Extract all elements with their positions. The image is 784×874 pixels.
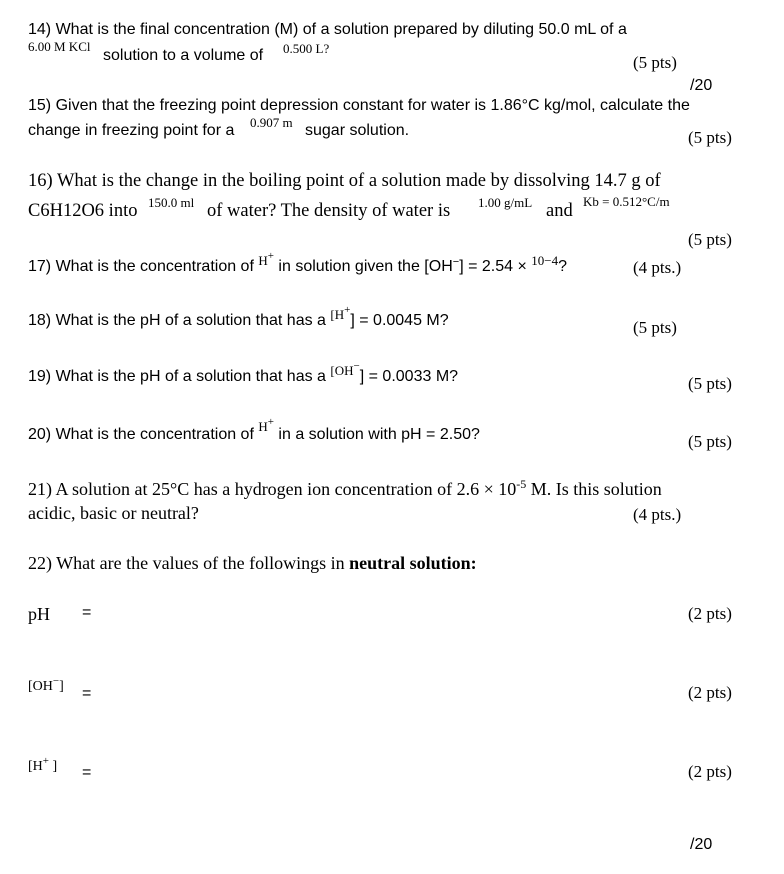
answer-label-h: [H+ ]: [28, 755, 58, 774]
q14-volume: 0.500 L?: [283, 41, 330, 56]
q17-exponent: 10−4: [531, 253, 559, 268]
q20-line: 20) What is the concentration of $^{H^+}$ in a solution with pH = 2.50?: [28, 416, 480, 443]
q18-ion: [H+: [330, 304, 351, 322]
q16-formula: C6H12O6 into: [28, 201, 138, 221]
q16-line1: 16) What is the change in the boiling point of a solution made by dissolving 14.7 g of: [28, 171, 661, 191]
q14-line2: solution to a volume of: [103, 47, 264, 64]
answer-label-ph: pH: [28, 604, 50, 624]
q15-molality: 0.907 m: [250, 115, 293, 130]
q14-line1: 14) What is the final concentration (M) of a solution prepared by diluting 50.0 mL of a: [28, 21, 627, 38]
q17-line: 17) What is the concentration of $^{H^+}$ in solution given the [OH−] = 2.54 × $^{10-4}$?: [28, 250, 567, 275]
section2-total: /20: [690, 836, 713, 853]
q15-points: (5 pts): [688, 128, 732, 147]
q21-points: (4 pts.): [633, 505, 682, 524]
q22-bold: neutral solution:: [349, 553, 477, 573]
q17-oh-charge: −: [452, 256, 460, 268]
q19-ion: [OH−: [330, 360, 360, 378]
q15-line2b: sugar solution.: [305, 122, 410, 139]
q20-points: (5 pts): [688, 432, 732, 451]
answer-equals-ph: =: [82, 604, 92, 621]
q21-line1: 21) A solution at 25°C has a hydrogen ion concentration of $2.6 \times 10^{-5}$ M. Is this solution: [28, 477, 662, 499]
q19-line: 19) What is the pH of a solution that has a $^{[OH^-}$] = 0.0033 M?: [28, 360, 459, 385]
answer-label-oh: [OH−]: [28, 675, 64, 694]
answer-equals-oh: =: [82, 685, 92, 702]
q20-ion: H+: [258, 416, 274, 434]
q17-ion: H+: [258, 250, 274, 268]
q16-kb: Kb = 0.512°C/m: [583, 194, 670, 209]
q21-exponent: -5: [516, 477, 527, 491]
answer-points-h: (2 pts): [688, 762, 732, 781]
q14-points: (5 pts): [633, 53, 677, 72]
q22-line: 22) What are the values of the followings in neutral solution:: [28, 553, 477, 573]
q16-and: and: [546, 201, 573, 221]
answer-points-ph: (2 pts): [688, 604, 732, 623]
q18-points: (5 pts): [633, 318, 677, 337]
q16-line2: of water? The density of water is: [207, 201, 451, 221]
answer-points-oh: (2 pts): [688, 683, 732, 702]
q19-points: (5 pts): [688, 374, 732, 393]
q14-concentration: 6.00 M KCl: [28, 39, 91, 54]
q15-line2a: change in freezing point for a: [28, 122, 235, 139]
answer-equals-h: =: [82, 764, 92, 781]
section1-total: /20: [690, 77, 713, 94]
q16-points: (5 pts): [688, 230, 732, 249]
q16-density: 1.00 g/mL: [478, 195, 533, 210]
q21-line2: acidic, basic or neutral?: [28, 503, 199, 523]
q18-line: 18) What is the pH of a solution that has a $^{[H^+}$] = 0.0045 M?: [28, 304, 449, 329]
q15-line1: 15) Given that the freezing point depression constant for water is 1.86°C kg/mol, calculate the: [28, 97, 690, 114]
q16-volume: 150.0 ml: [148, 195, 195, 210]
q17-points: (4 pts.): [633, 258, 682, 277]
